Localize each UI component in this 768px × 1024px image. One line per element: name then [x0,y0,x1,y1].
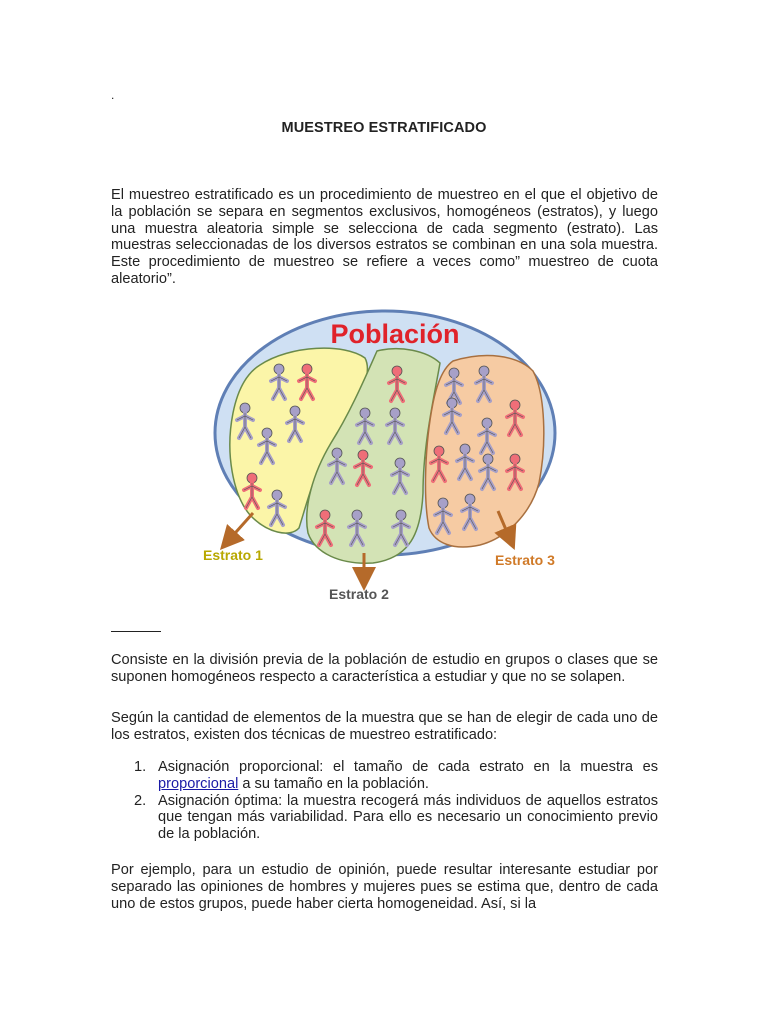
intro-paragraph: El muestreo estratificado es un procedimiento de muestreo en el que el objetivo de la población se separa en segmentos exclusivos, homogéneos (estratos), y luego una muestra aleatoria simple se selecciona de cada segmento (estrato). Las muestras seleccionadas de los diversos estratos se combinan en una sola muestra. Este procedimiento de muestreo se refiere a veces como” muestreo de cuota aleatorio”. [111,187,658,287]
list-item [134,759,658,793]
stray-dot: . [111,88,115,102]
stratum-1-label: Estrato 1 [203,547,263,563]
proporcional-link[interactable]: proporcional [158,775,239,792]
example-paragraph: Por ejemplo, para un estudio de opinión, puede resultar interesante estudiar por separado las opiniones de hombres y mujeres pues se estima que, dentro de cada uno de estos grupos, puede haber cierta homogeneidad. Así, si la [111,862,658,912]
list-text: Asignación proporcional: el tamaño de cada estrato en la muestra es [158,759,658,775]
list-text: Asignación óptima: la muestra recogerá más individuos de aquellos estratos que tengan más variabilidad. Para ello es necesario un conocimiento previo de la población. [158,792,658,843]
list-item [134,793,658,843]
separator-line [111,631,161,632]
page-title: MUESTREO ESTRATIFICADO [281,120,487,136]
list-number: 2. [134,792,147,809]
population-diagram [195,303,575,613]
techniques-list [134,759,658,843]
definition-paragraph: Consiste en la división previa de la población de estudio en grupos o clases que se suponen homogéneos respecto a característica a estudiar y que no se solapen. [111,652,658,685]
stratum-3-label: Estrato 3 [495,552,555,568]
techniques-paragraph: Según la cantidad de elementos de la muestra que se han de elegir de cada uno de los estratos, existen dos técnicas de muestreo estratificado: [111,710,658,743]
arrow-icon [228,513,253,541]
list-text: a su tamaño en la población. [238,775,429,792]
stratum-2-label: Estrato 2 [329,586,389,602]
stratified-population-figure [195,303,575,613]
population-title: Población [330,319,460,349]
list-number: 1. [134,759,147,775]
